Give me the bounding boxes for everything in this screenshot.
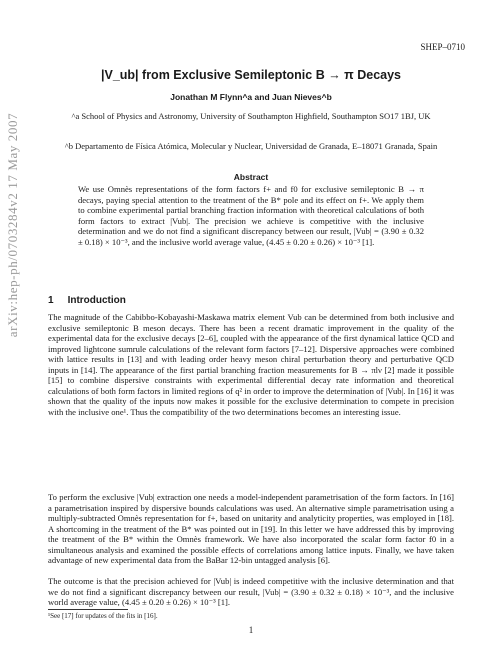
paragraph: The outcome is that the precision achieved for |Vub| is indeed competitive with the inclusive determination and that we do not find a significant discrepancy between our result, |Vub| = (3.90 ± 0.32 ± 0.18) × 10⁻³, and the inclusive world average value, (4.45 ± 0.20 ± 0.26) × 10⁻³ [1]. (48, 576, 454, 608)
footnote-rule (48, 609, 128, 610)
abstract-heading: Abstract (233, 172, 269, 182)
arxiv-identifier: arXiv:hep-ph/0703284v2 17 May 2007 (5, 112, 20, 338)
paper-title: |V_ub| from Exclusive Semileptonic B → π Decays (101, 68, 401, 82)
page-number: 1 (248, 625, 254, 635)
paragraph: The magnitude of the Cabibbo-Kobayashi-Maskawa matrix element Vub can be determined from both inclusive and exclusive semileptonic B meson decays. There has been a recent dramatic improvement in the quality of the experimental data for the exclusive decays [2–6], coupled with the appearance of the first dynamical lattice QCD and improved lightcone sumrule calculations of the relevant form factors [7–12]. Dispersive approaches were combined with lattice results in [13] and with leading order heavy meson chiral perturbation theory and perturbative QCD inputs in [14]. The appearance of the first partial branching fraction measurements for B → πlν [2] made it possible [15] to combine dispersive constraints with experimental differential decay rate information and theoretical calculations of both form factors in limited regions of q² in order to improve the determination of |Vub|. In [16] it was shown that the quality of the inputs now makes it possible for the exclusive determination to compete in precision with the inclusive one¹. Thus the compatibility of the two determinations becomes an interesting issue. (48, 312, 454, 417)
section-number: 1 (48, 295, 54, 306)
footnote: ¹See [17] for updates of the fits in [16]. (48, 612, 158, 620)
authors: Jonathan M Flynn^a and Juan Nieves^b (170, 92, 332, 102)
section-heading (48, 295, 126, 306)
affiliation-b: ^b Departamento de Física Atómica, Molecular y Nuclear, Universidad de Granada, E–18071 Granada, Spain (64, 141, 438, 151)
section-title: Introduction (67, 295, 126, 306)
report-number: SHEP–0710 (420, 42, 465, 52)
abstract-text: We use Omnès representations of the form factors f+ and f0 for exclusive semileptonic B → π decays, paying special attention to the treatment of the B* pole and its effect on f+. We apply them to combine experimental partial branching fraction information with theoretical calculations of both form factors to extract |Vub|. The precision we achieve is competitive with the inclusive determination and we do not find a significant discrepancy between our result, |Vub| = (3.90 ± 0.32 ± 0.18) × 10⁻³, and the inclusive world average value, (4.45 ± 0.20 ± 0.26) × 10⁻³ [1]. (78, 184, 424, 247)
paragraph: To perform the exclusive |Vub| extraction one needs a model-independent parametrisation of the form factors. In [16] a parametrisation inspired by dispersive bounds calculations was used. An alternative simple parametrisation using a multiply-subtracted Omnès representation for f+, based on unitarity and analyticity properties, was employed in [18]. A shortcoming in the treatment of the B* was pointed out in [19]. In this letter we have addressed this by improving the treatment of the B* within the Omnès framework. We have also incorporated the scalar form factor f0 in a simultaneous analysis and examined the possible effects of correlations among lattice inputs. Finally, we have taken advantage of new experimental data from the BaBar 12-bin untagged analysis [6]. (48, 492, 454, 566)
affiliation-a: ^a School of Physics and Astronomy, University of Southampton Highfield, Southampton SO17 1BJ, UK (71, 111, 431, 121)
